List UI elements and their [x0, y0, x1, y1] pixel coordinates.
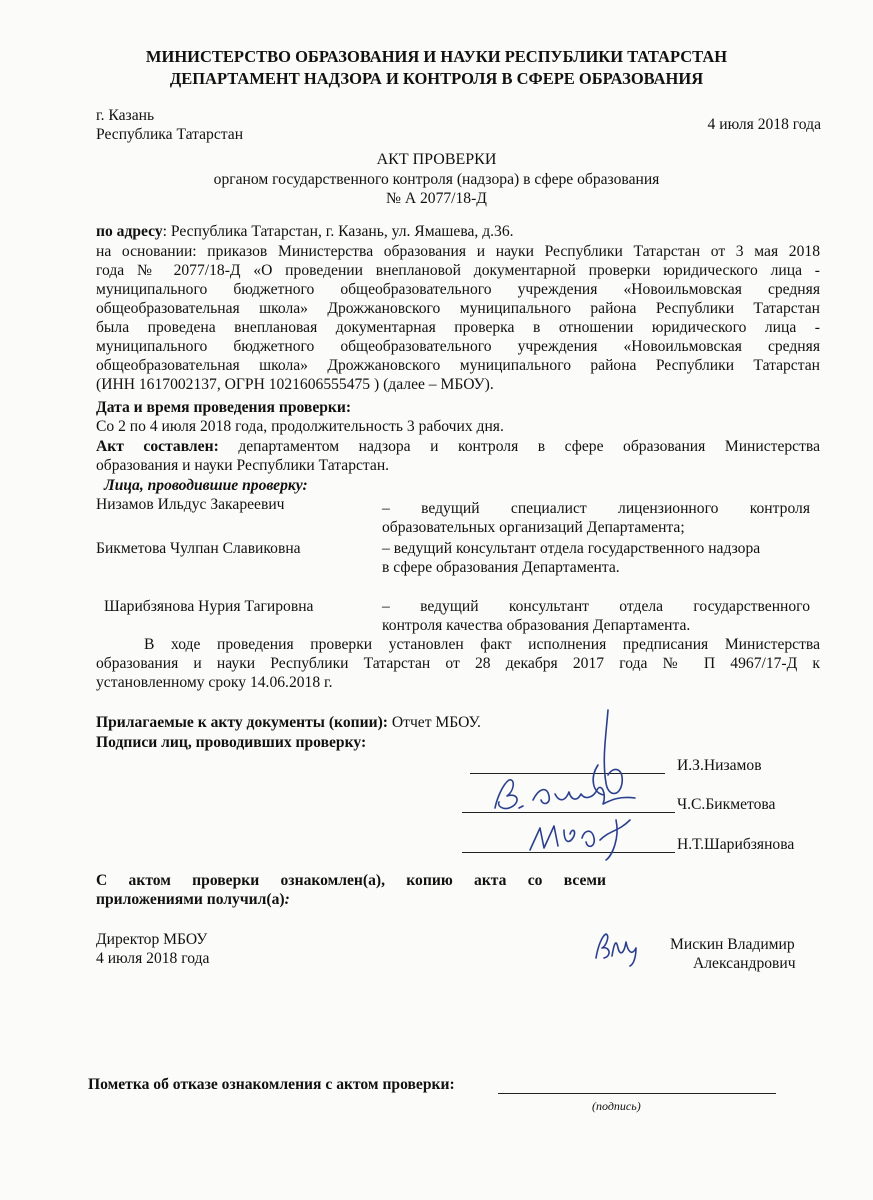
basis-line: года № 2077/18-Д «О проведении внеплановой документарной проверки юридического лица - — [96, 262, 820, 279]
handwritten-signature-sharibzyanova — [520, 810, 650, 865]
inspector-name: Бикметова Чулпан Славиковна — [96, 540, 301, 557]
inspectors-label: Лица, проводившие проверку: — [104, 477, 308, 494]
refusal-label: Пометка об отказе ознакомления с актом проверки: — [88, 1076, 455, 1093]
datetime-value: Со 2 по 4 июля 2018 года, продолжительность 3 рабочих дня. — [96, 418, 504, 435]
composed-label: Акт составлен: — [96, 438, 219, 455]
basis-line: муниципального бюджетного общеобразовательного учреждения «Новоильмовская средняя — [96, 338, 820, 355]
basis-line: была проведена внеплановая документарная проверка в отношении юридического лица - — [96, 319, 820, 336]
attached-label: Прилагаемые к акту документы (копии): — [96, 714, 388, 731]
acquainted-text-2 — [96, 891, 290, 909]
refusal-signature-line — [498, 1093, 776, 1094]
director-title: Директор МБОУ — [96, 931, 208, 948]
handwritten-signature-director — [592, 928, 642, 968]
director-name-1: Мискин Владимир — [670, 936, 795, 953]
inspector-role: – ведущий консультант отдела государственного надзора — [382, 540, 761, 557]
findings-paragraph — [96, 636, 820, 693]
attached-line — [96, 714, 481, 732]
inspector-role-cont: в сфере образования Департамента. — [382, 559, 620, 576]
signatures-label: Подписи лиц, проводивших проверку: — [96, 734, 367, 751]
inspector-role: – ведущий специалист лицензионного контроля — [382, 500, 810, 517]
findings-line: В ходе проведения проверки установлен факт исполнения предписания Министерства — [144, 636, 820, 653]
director-date: 4 июля 2018 года — [96, 950, 210, 967]
signer-name: И.З.Низамов — [677, 757, 762, 774]
address-value: : Республика Татарстан, г. Казань, ул. Ямашева, д.36. — [162, 223, 514, 240]
signature-caption: (подпись) — [592, 1099, 641, 1113]
ministry-header: МИНИСТЕРСТВО ОБРАЗОВАНИЯ И НАУКИ РЕСПУБЛИКИ ТАТАРСТАН — [145, 47, 728, 66]
acquainted-colon: : — [284, 891, 290, 908]
director-name-2: Александрович — [693, 955, 796, 972]
act-title: АКТ ПРОВЕРКИ — [376, 151, 497, 168]
findings-line: образования и науки Республики Татарстан от 28 декабря 2017 года № П 4967/17-Д к — [96, 655, 820, 672]
city: г. Казань — [96, 107, 155, 124]
composed-line — [96, 438, 820, 456]
acquainted-text-bold: приложениями получил(а) — [96, 891, 285, 908]
address-label: по адресу — [96, 223, 163, 240]
region: Республика Татарстан — [96, 126, 244, 143]
act-subtitle: органом государственного контроля (надзора) в сфере образования — [213, 171, 660, 188]
basis-line: (ИНН 1617002137, ОГРН 1021606555475 ) (далее – МБОУ). — [96, 376, 494, 393]
act-date: 4 июля 2018 года — [707, 116, 821, 133]
basis-line: муниципального бюджетного общеобразовательного учреждения «Новоильмовская средняя — [96, 281, 820, 298]
signer-name: Ч.С.Бикметова — [677, 796, 776, 813]
act-number: № А 2077/18-Д — [386, 190, 487, 207]
basis-paragraph — [96, 243, 820, 395]
signer-name: Н.Т.Шарибзянова — [677, 836, 795, 853]
findings-line: установленному сроку 14.06.2018 г. — [96, 674, 333, 691]
composed-text: департаментом надзора и контроля в сфере образования Министерства — [238, 438, 821, 455]
inspector-name: Низамов Ильдус Закареевич — [96, 496, 285, 513]
inspector-role-cont: образовательных организаций Департамента; — [382, 519, 685, 536]
basis-line: общеобразовательная школа» Дрожжановского муниципального района Республики Татарстан — [96, 300, 820, 317]
department-header: ДЕПАРТАМЕНТ НАДЗОРА И КОНТРОЛЯ В СФЕРЕ ОБРАЗОВАНИЯ — [169, 69, 704, 88]
datetime-label: Дата и время проведения проверки: — [96, 399, 352, 416]
basis-line: на основании: приказов Министерства образования и науки Республики Татарстан от 3 мая 2018 — [96, 243, 820, 260]
attached-value: Отчет МБОУ. — [387, 714, 481, 731]
address-line — [96, 223, 514, 241]
inspector-role: – ведущий консультант отдела государственного — [382, 598, 810, 615]
basis-line: общеобразовательная школа» Дрожжановского муниципального района Республики Татарстан — [96, 357, 820, 374]
inspector-role-cont: контроля качества образования Департамента. — [382, 617, 691, 634]
acquainted-text: С актом проверки ознакомлен(а), копию акта со всеми — [96, 872, 606, 889]
inspector-name: Шарибзянова Нурия Тагировна — [104, 598, 314, 615]
composed-text-2: образования и науки Республики Татарстан. — [96, 457, 390, 474]
